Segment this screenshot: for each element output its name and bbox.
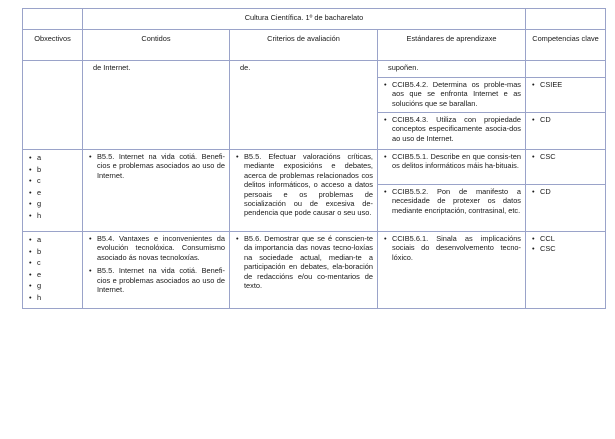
- list-item: • a: [37, 234, 78, 246]
- competencia-cell: [526, 185, 606, 232]
- estandar-cell: [378, 232, 526, 309]
- list-item: • CD: [540, 115, 601, 125]
- list-item: • B5.6. Demostrar que se é conscien-te da importancia das novas tecno-loxías na sociedade actual, median-te a participación en debates, ela-boración de redaccións e/ou co-mentarios de texto.: [244, 234, 373, 290]
- header-estandares: Estándares de aprendizaxe: [378, 30, 526, 61]
- criterios-cell: [230, 150, 378, 232]
- list-item: • CCIB5.6.1. Sinala as implicacións sociais do desenvolvemento tecno-lóxico.: [392, 234, 521, 262]
- list-item: • c: [37, 175, 78, 187]
- corner-cell: [23, 9, 83, 30]
- table-row: [23, 232, 606, 309]
- estandar-cell: [378, 78, 526, 113]
- contidos-cell: [83, 61, 230, 150]
- list-item: • e: [37, 187, 78, 199]
- list-item: • g: [37, 280, 78, 292]
- competencia-cell: [526, 78, 606, 113]
- header-obxectivos: Obxectivos: [23, 30, 83, 61]
- list-item: • h: [37, 210, 78, 222]
- list-item: • CCIB5.4.3. Utiliza con propiedade conceptos especificamente asocia-dos ao uso de Internet.: [392, 115, 521, 143]
- list-item: • CCIB5.5.1. Describe en que consis-ten os delitos informáticos máis ha-bituais.: [392, 152, 521, 171]
- header-contidos: Contidos: [83, 30, 230, 61]
- competencia-cell: [526, 232, 606, 309]
- obxectivos-cell: [23, 61, 83, 150]
- estandar-text: supoñen.: [388, 63, 419, 72]
- list-item: • CSC: [540, 244, 601, 254]
- criterios-cell: [230, 232, 378, 309]
- list-item: • e: [37, 269, 78, 281]
- header-competencias: Competencias clave: [526, 30, 606, 61]
- list-item: • B5.5. Internet na vida cotiá. Benefi-cios e problemas asociados ao uso de Internet.: [97, 152, 225, 180]
- obxectivos-cell: [23, 232, 83, 309]
- list-item: • CSIEE: [540, 80, 601, 90]
- criterios-text: de.: [240, 63, 251, 72]
- list-item: • CCL: [540, 234, 601, 244]
- criterios-cell: [230, 61, 378, 150]
- list-item: • CSC: [540, 152, 601, 162]
- table-row: [23, 61, 606, 78]
- corner-cell-right: [526, 9, 606, 30]
- table-title: Cultura Científica. 1º de bacharelato: [83, 9, 526, 30]
- header-criterios: Criterios de avaliación: [230, 30, 378, 61]
- obxectivos-cell: [23, 150, 83, 232]
- contidos-cell: [83, 150, 230, 232]
- curriculum-table: [22, 8, 606, 309]
- list-item: • c: [37, 257, 78, 269]
- list-item: • a: [37, 152, 78, 164]
- list-item: • CCIB5.5.2. Pon de manifesto a necesidade de protexer os datos mediante encriptación, contrasinal, etc.: [392, 187, 521, 215]
- list-item: • B5.4. Vantaxes e inconvenientes da evolución tecnolóxica. Consumismo asociado ás novas tecnoloxías.: [97, 234, 225, 262]
- table-row: [23, 150, 606, 185]
- estandar-cell: [378, 185, 526, 232]
- contidos-cell: [83, 232, 230, 309]
- list-item: • CD: [540, 187, 601, 197]
- list-item: • b: [37, 164, 78, 176]
- estandar-cell: [378, 113, 526, 150]
- list-item: • h: [37, 292, 78, 304]
- estandar-cell: [378, 61, 526, 78]
- list-item: • g: [37, 198, 78, 210]
- list-item: • CCIB5.4.2. Determina os proble-mas aos que se enfronta Internet e as solucións que se barallan.: [392, 80, 521, 108]
- competencia-cell: [526, 113, 606, 150]
- list-item: • b: [37, 246, 78, 258]
- list-item: • B5.5. Internet na vida cotiá. Benefi-cios e problemas asociados ao uso de Internet.: [97, 266, 225, 294]
- competencia-cell: [526, 150, 606, 185]
- estandar-cell: [378, 150, 526, 185]
- contidos-text: de Internet.: [93, 63, 131, 72]
- competencia-cell: [526, 61, 606, 78]
- list-item: • B5.5. Efectuar valoracións críticas, mediante exposicións e debates, acerca de problemas relacionados cos delitos informáticos, o acceso a datos persoais e os problemas de socialización ou de excesiva de-pendencia que pode causar o seu uso.: [244, 152, 373, 218]
